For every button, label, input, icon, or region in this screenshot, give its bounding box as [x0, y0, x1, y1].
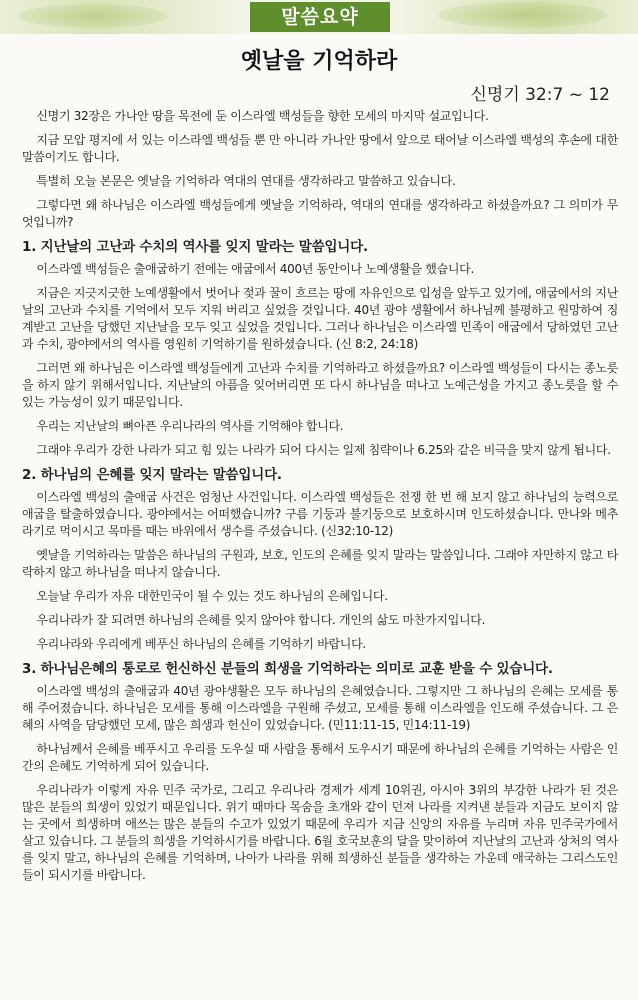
sermon-body	[22, 108, 618, 891]
paragraph: 하나님께서 은혜를 베푸시고 우리를 도우실 때 사람을 통해서 도우시기 때문에 하나님의 은혜를 기억하는 사람은 인간의 은혜도 기억하게 되어 있습니다.	[22, 742, 618, 773]
sermon-title: 옛날을 기억하라	[240, 49, 398, 74]
leaf-decoration-left	[18, 4, 168, 28]
scripture-reference: 신명기 32:7 ~ 12	[470, 85, 610, 105]
paragraph: 우리나라와 우리에게 베푸신 하나님의 은혜를 기억하기 바랍니다.	[36, 637, 366, 651]
section-heading: 1. 지난날의 고난과 수치의 역사를 잊지 말라는 말씀입니다.	[22, 239, 368, 255]
paragraph: 그렇다면 왜 하나님은 이스라엘 백성들에게 옛날을 기억하라, 역대의 연대를 생각하라고 하셨을까요? 그 의미가 무엇입니까?	[22, 198, 618, 229]
paragraph: 그래야 우리가 강한 나라가 되고 힘 있는 나라가 되어 다시는 일제 침략이나 6.25와 같은 비극을 맞지 않게 됩니다.	[36, 443, 611, 457]
paragraph: 지금은 지긋지긋한 노예생활에서 벗어나 젖과 꿀이 흐르는 땅에 자유인으로 입성을 앞두고 있기에, 애굽에서의 지난날의 고난과 수치를 기억에서 모두 지워 버리고 싶었을 것입니다. 40년 광야 생활에서 하나님께 불평하고 원망하여 징계받고 고난을 당했던 지난날을 모두 잊고 싶었을 것입니다. 그러나 하나님은 이스라엘 민족이 애굽에서 당하였던 고난과 수치, 광야에서의 역사를 영원히 기억하기를 원하셨습니다. (신 8:2, 24:18)	[22, 286, 618, 351]
paragraph: 우리나라가 이렇게 자유 민주 국가로, 그리고 우리나라 경제가 세계 10위권, 아시아 3위의 부강한 나라가 된 것은 많은 분들의 희생이 있었기 때문입니다. 위기 때마다 목숨을 초개와 같이 던져 나라를 지켜낸 분들과 지금도 보이지 않는 곳에서 희생하며 애쓰는 많은 분들의 수고가 있었기 때문에 우리가 지금 신앙의 자유를 누리며 자유 민주국가에서 살고 있습니다. 그 분들의 희생을 기억하시기를 바랍니다. 6월 호국보훈의 달을 맞이하여 지난날의 고난과 상처의 역사를 잊지 말고, 하나님의 은혜를 기억하며, 나아가 나라를 위해 희생하신 분들을 생각하는 가운데 애국하는 그리스도인들이 되시기를 바랍니다.	[22, 783, 618, 882]
section-heading: 2. 하나님의 은혜를 잊지 말라는 말씀입니다.	[22, 467, 282, 483]
paragraph: 특별히 오늘 본문은 옛날을 기억하라 역대의 연대를 생각하라고 말씀하고 있습니다.	[36, 174, 456, 188]
header-banner	[0, 0, 638, 34]
section-label: 말씀요약	[250, 2, 390, 32]
paragraph: 우리는 지난날의 뼈아픈 우리나라의 역사를 기억해야 합니다.	[36, 419, 344, 433]
paragraph: 옛날을 기억하라는 말씀은 하나님의 구원과, 보호, 인도의 은혜를 잊지 말라는 말씀입니다. 그래야 자만하지 않고 타락하지 않고 하나님을 떠나지 않습니다.	[22, 548, 618, 579]
paragraph: 이스라엘 백성들은 출애굽하기 전에는 애굽에서 400년 동안이나 노예생활을 했습니다.	[36, 262, 474, 276]
paragraph: 이스라엘 백성의 출애굽 사건은 엄청난 사건입니다. 이스라엘 백성들은 전쟁 한 번 해 보지 않고 하나님의 능력으로 애굽을 탈출하였습니다. 광야에서는 어떠했습니까? 구름 기둥과 불기둥으로 보호하시며 인도하셨습니다. 만나와 메추라기로 먹이시고 목마를 때는 바위에서 생수를 주셨습니다. (신32:10-12)	[22, 490, 618, 538]
leaf-decoration-right	[438, 2, 608, 28]
paragraph: 이스라엘 백성의 출애굽과 40년 광야생활은 모두 하나님의 은혜였습니다. 그렇지만 그 하나님의 은혜는 모세를 통해 주어졌습니다. 하나님은 모세를 통해 이스라엘을 구원해 주셨고, 모세를 통해 이스라엘을 인도해 주셨습니다. 그 은혜의 사역을 담당했던 모세, 많은 희생과 헌신이 있었습니다. (민11:11-15, 민14:11-19)	[22, 684, 618, 732]
section-heading: 3. 하나님은혜의 통로로 헌신하신 분들의 희생을 기억하라는 의미로 교훈 받을 수 있습니다.	[22, 661, 553, 677]
paragraph: 오늘날 우리가 자유 대한민국이 될 수 있는 것도 하나님의 은혜입니다.	[36, 589, 388, 603]
paragraph: 그러면 왜 하나님은 이스라엘 백성들에게 고난과 수치를 기억하라고 하셨을까요? 이스라엘 백성들이 다시는 종노릇을 하지 않기 위해서입니다. 지난날의 아픔을 잊어버리면 또 다시 하나님을 떠나고 노예근성을 가지고 종노릇을 할 수 있는 가능성이 있기 때문입니다.	[22, 361, 618, 409]
paragraph: 신명기 32장은 가나안 땅을 목전에 둔 이스라엘 백성들을 향한 모세의 마지막 설교입니다.	[36, 109, 489, 123]
paragraph: 지금 모압 평지에 서 있는 이스라엘 백성들 뿐 만 아니라 가나안 땅에서 앞으로 태어날 이스라엘 백성의 후손에 대한 말씀이기도 합니다.	[22, 133, 618, 164]
paragraph: 우리나라가 잘 되려면 하나님의 은혜를 잊지 않아야 합니다. 개인의 삶도 마찬가지입니다.	[36, 613, 486, 627]
